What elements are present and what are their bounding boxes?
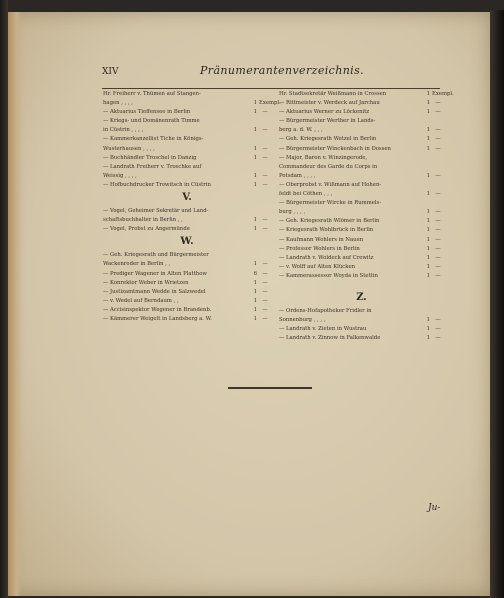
list-item — [103, 154, 271, 163]
entry-name: — Landrath v. Woldeck auf Crewitz — [279, 254, 374, 261]
entry-count: 1 — [426, 236, 430, 243]
entry-name: — Vogel, Probst zu Angermünde — [103, 226, 190, 233]
entry-count: 1 — [426, 191, 430, 198]
entry-name: — Prediger Wagener in Alten Platthow — [103, 270, 207, 277]
entry-mark: Exempl. — [432, 91, 454, 97]
entry-mark: — — [435, 227, 441, 234]
entry-name: — Kriegs- und Domänenrath Timme — [103, 118, 200, 125]
entry-name: — v. Wedel auf Berndaum , , — [103, 297, 179, 304]
list-item — [279, 236, 444, 245]
list-item — [279, 245, 444, 254]
list-item — [103, 216, 271, 225]
list-item — [279, 217, 444, 226]
section-spacer — [279, 281, 444, 290]
list-item — [279, 126, 444, 135]
left-entries-w — [103, 251, 271, 324]
entry-mark: — — [435, 172, 441, 179]
page-number: XIV — [102, 67, 119, 77]
left-column — [103, 90, 281, 324]
entry-mark: — — [262, 127, 268, 134]
entry-count: 1 — [426, 109, 430, 116]
list-item — [103, 181, 271, 190]
entry-name: Commandeur des Garde du Corps in — [279, 163, 378, 170]
list-item — [279, 316, 444, 325]
entry-count: 1 — [253, 261, 257, 268]
left-entries-a — [103, 90, 281, 190]
left-entries-v — [103, 207, 271, 234]
entry-name: — Geh. Kriegesrath und Bürgermeister — [103, 252, 209, 259]
list-item — [103, 315, 271, 324]
entry-count: 1 — [253, 279, 257, 286]
list-item — [103, 260, 271, 269]
right-entries-a — [279, 90, 454, 281]
entry-name: Hr. Freiherr v. Thümen auf Stangen- — [103, 91, 201, 97]
list-item — [279, 226, 444, 235]
list-item — [279, 263, 444, 272]
list-item — [103, 225, 271, 234]
header-rule — [102, 88, 440, 89]
entry-mark: — — [435, 335, 441, 342]
entry-count: 1 — [426, 335, 430, 342]
entry-count: 1 — [426, 127, 430, 134]
entry-count: 1 — [426, 245, 430, 252]
entry-count: 1 — [426, 136, 430, 143]
entry-mark: — — [435, 272, 441, 279]
entry-name: — Ordens-Hofapotheker Fridler in — [279, 307, 372, 314]
entry-count: 1 — [426, 172, 430, 179]
list-item — [279, 181, 444, 190]
entry-mark: — — [435, 254, 441, 261]
entry-name: berg a. d. W. , , , — [279, 127, 323, 134]
entry-name: hagen , , , , — [103, 100, 133, 107]
entry-name: Weissig , , , , — [103, 172, 137, 179]
entry-mark: — — [262, 172, 268, 179]
list-item — [279, 172, 444, 181]
entry-count: 1 — [426, 326, 430, 333]
entry-name: — Geh. Kriegesrath Wetzel in Berlin — [279, 136, 377, 143]
entry-name: — Kaufmann Wohlers in Nauen — [279, 236, 364, 243]
entry-name: — Landrath v. Zinnow in Falkenwalde — [279, 335, 381, 342]
section-letter-w: W. — [180, 236, 194, 248]
entry-name: — Konrektor Weber in Wrietzen — [103, 279, 189, 286]
entry-count: 1 — [253, 306, 257, 313]
entry-name: — Aktuarius Werner zu Löckenitz — [279, 109, 370, 116]
entry-name: — Kämmerer Weigelt in Landsberg a. W. — [103, 315, 212, 322]
list-item — [279, 90, 454, 99]
entry-name: — Geh. Kriegesrath Wlömer in Berlin — [279, 218, 380, 225]
entry-name: Hr. Stadtsekretär Weißmann in Crossen — [279, 91, 387, 97]
right-entries-z — [279, 307, 444, 343]
entry-name: in Cüstrin , , , , — [103, 127, 144, 134]
entry-mark: — — [262, 226, 268, 233]
entry-name: Sonnenburg , , , , — [279, 317, 326, 324]
entry-name: burg , , , , — [279, 209, 306, 216]
entry-mark: — — [435, 109, 441, 116]
entry-mark: — — [262, 270, 268, 277]
list-item — [103, 306, 271, 315]
entry-name: schaftsbuchhalter in Berlin , , — [103, 217, 183, 224]
entry-name: Wusterhausen , , , , — [103, 145, 155, 152]
entry-mark: — — [435, 100, 441, 107]
list-item — [103, 288, 271, 297]
scan-right-edge — [490, 10, 504, 598]
list-item — [279, 190, 444, 199]
entry-count: 1 — [426, 254, 430, 261]
entry-mark: — — [435, 317, 441, 324]
entry-name: — Aktuarius Tieffensee in Berlin — [103, 109, 191, 116]
entry-mark: — — [262, 288, 268, 295]
entry-mark: — — [435, 236, 441, 243]
entry-mark: — — [435, 209, 441, 216]
list-item — [103, 108, 271, 117]
list-item — [279, 99, 444, 108]
entry-name: feldt bei Cöthen , , , — [279, 191, 333, 198]
entry-mark: Exempl. — [259, 100, 281, 107]
entry-count: 1 — [426, 100, 430, 107]
list-item — [103, 145, 271, 154]
entry-mark: — — [435, 263, 441, 270]
entry-mark: — — [262, 154, 268, 161]
section-letter-v: V. — [182, 192, 192, 204]
entry-count: 1 — [253, 127, 257, 134]
entry-count: 1 — [426, 145, 430, 152]
entry-name: — Bürgermeister Winckenbach in Dossen — [279, 145, 391, 152]
entry-count: 6 — [253, 270, 257, 277]
entry-mark: — — [262, 109, 268, 116]
entry-count: 1 — [253, 154, 257, 161]
entry-count: 1 — [426, 263, 430, 270]
entry-count: 1 — [253, 100, 257, 107]
list-item — [279, 208, 444, 217]
entry-mark: — — [435, 218, 441, 225]
entry-name: — Bürgermeister Wircke in Rummels- — [279, 200, 382, 207]
list-item — [279, 334, 444, 343]
entry-name: Wackenroder in Berlin , , — [103, 261, 171, 268]
entry-count: 1 — [253, 181, 257, 188]
list-item — [103, 126, 271, 135]
entry-mark: — — [262, 297, 268, 304]
list-item — [103, 270, 271, 279]
list-item — [103, 207, 271, 216]
list-item — [103, 172, 271, 181]
list-item — [279, 254, 444, 263]
list-item — [279, 199, 444, 208]
list-item — [103, 99, 281, 108]
entry-count: 1 — [253, 145, 257, 152]
entry-name: — Kriegesrath Wohlbrück in Berlin — [279, 227, 374, 234]
list-item — [103, 163, 271, 172]
page-title: Pränumerantenverzeichnis. — [200, 64, 365, 77]
entry-name: — Landrath v. Zieten in Wustrau — [279, 326, 367, 333]
entry-mark: — — [262, 181, 268, 188]
list-item — [279, 272, 444, 281]
entry-count: 1 — [253, 315, 257, 322]
entry-name: Potsdam , , , , — [279, 172, 316, 179]
entry-count: 1 — [426, 227, 430, 234]
entry-count: 1 — [253, 297, 257, 304]
entry-count: 1 — [426, 317, 430, 324]
entry-count: 1 — [426, 209, 430, 216]
list-item — [279, 135, 444, 144]
entry-mark: — — [435, 245, 441, 252]
list-item — [103, 117, 271, 126]
entry-name: — Vogel, Geheimer Sekretär und Land- — [103, 208, 209, 215]
entry-name: — Major, Baron v. Winzingerode, — [279, 154, 368, 161]
entry-count: 1 — [253, 109, 257, 116]
section-letter-z: Z. — [356, 291, 367, 303]
entry-name: — Hofbuchdrucker Trowitsch in Cüstrin — [103, 181, 211, 188]
entry-mark: — — [435, 127, 441, 134]
list-item — [103, 279, 271, 288]
list-item — [103, 90, 271, 99]
list-item — [279, 108, 444, 117]
entry-mark: — — [435, 326, 441, 333]
entry-name: — Justizamtmann Wedde in Salzwedel — [103, 288, 206, 295]
entry-name: — Professor Wohlers in Berlin — [279, 245, 360, 252]
list-item — [279, 145, 444, 154]
list-item — [279, 154, 444, 163]
scan-left-edge — [0, 0, 8, 598]
entry-name: — Rittmeister v. Werdeck auf Jarchau — [279, 100, 380, 107]
entry-name: — Buchhändler Troschel in Danzig — [103, 154, 197, 161]
right-column — [279, 90, 454, 343]
entry-count: 1 — [253, 226, 257, 233]
entry-mark: — — [435, 145, 441, 152]
entry-name: — Accisinspektor Wegener in Brandenb. — [103, 306, 212, 313]
entry-mark: — — [435, 191, 441, 198]
entry-mark: — — [262, 217, 268, 224]
catchword: Ju- — [428, 503, 441, 513]
entry-count: 1 — [253, 288, 257, 295]
entry-count: 1 — [426, 91, 430, 97]
entry-mark: — — [262, 261, 268, 268]
page-gutter-shadow — [8, 12, 22, 596]
entry-name: — Kammerkanzellist Tiche in Königs- — [103, 136, 204, 143]
entry-mark: — — [262, 279, 268, 286]
list-item — [103, 297, 271, 306]
end-rule — [228, 387, 312, 389]
entry-mark: — — [262, 145, 268, 152]
list-item — [103, 135, 271, 144]
entry-mark: — — [435, 136, 441, 143]
entry-name: — Kammerassessor Woyda in Stettin — [279, 272, 378, 279]
entry-name: — Oberprobst v. Wißmann auf Hohen- — [279, 181, 382, 188]
list-item — [279, 325, 444, 334]
entry-count: 1 — [253, 217, 257, 224]
entry-name: — Bürgermeister Werther in Lands- — [279, 118, 376, 125]
entry-name: — v. Wolff auf Alten Klücken — [279, 263, 356, 270]
list-item — [103, 251, 271, 260]
list-item — [279, 307, 444, 316]
entry-count: 1 — [253, 172, 257, 179]
list-item — [279, 163, 444, 172]
entry-name: — Landrath Freiherr v. Troschke auf — [103, 163, 202, 170]
entry-mark: — — [262, 315, 268, 322]
entry-count: 1 — [426, 272, 430, 279]
list-item — [279, 117, 444, 126]
entry-mark: — — [262, 306, 268, 313]
entry-count: 1 — [426, 218, 430, 225]
